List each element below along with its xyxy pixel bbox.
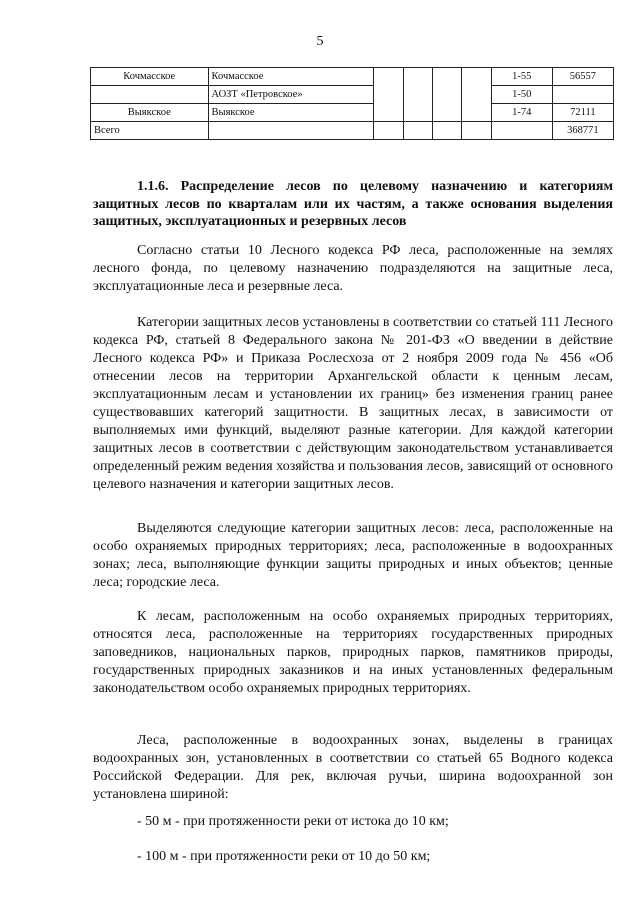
table-cell-quarters: 1-74 xyxy=(491,104,552,122)
table-cell-empty xyxy=(374,68,403,122)
table-cell-empty xyxy=(403,68,432,122)
forest-table xyxy=(90,67,614,140)
table-cell-name: АОЗТ «Петровское» xyxy=(208,86,374,104)
table-cell-area xyxy=(552,86,613,104)
paragraph: Выделяются следующие категории защитных лесов: леса, расположенные на особо охраняемых природных территориях; леса, расположенные в водоохранных зонах; леса, выполняющие функции защиты природных и иных объектов; ценные леса; городские леса. xyxy=(93,521,613,590)
table-total-value: 368771 xyxy=(552,122,613,140)
list-item: - 100 м - при протяженности реки от 10 до 50 км; xyxy=(137,849,431,864)
table-cell-quarters: 1-55 xyxy=(491,68,552,86)
table-cell-district: Кочмасское xyxy=(91,68,209,86)
table-cell-empty xyxy=(462,68,491,122)
table-cell-name: Выякское xyxy=(208,104,374,122)
table-row xyxy=(91,86,614,104)
table-total-row xyxy=(91,122,614,140)
section-heading: 1.1.6. Распределение лесов по целевому назначению и категориям защитных лесов по кварталам или их частям, а также основания выделения защитных, эксплуатационных и резервных лесов xyxy=(93,179,613,229)
paragraph: К лесам, расположенным на особо охраняемых природных территориях, относятся леса, расположенные на территориях государственных природных заповедников, национальных парков, природных парков, памятников природы, государственных природных заказников и на иных установленных федеральным законодательством особо охраняемых природных территориях. xyxy=(93,609,613,696)
table-row xyxy=(91,68,614,86)
table-cell-quarters: 1-50 xyxy=(491,86,552,104)
paragraph: Согласно статьи 10 Лесного кодекса РФ леса, расположенные на землях лесного фонда, по целевому назначению подразделяются на защитные леса, эксплуатационные леса и резервные леса. xyxy=(93,243,613,294)
page-number: 5 xyxy=(316,34,324,49)
list-item: - 50 м - при протяженности реки от истока до 10 км; xyxy=(137,814,449,829)
table-cell-area: 56557 xyxy=(552,68,613,86)
table-cell-district: Выякское xyxy=(91,104,209,122)
table-row xyxy=(91,104,614,122)
table-cell-area: 72111 xyxy=(552,104,613,122)
table-total-label: Всего xyxy=(91,122,209,140)
table-cell-empty xyxy=(432,68,461,122)
table-cell-name: Кочмасское xyxy=(208,68,374,86)
paragraph: Категории защитных лесов установлены в соответствии со статьей 111 Лесного кодекса РФ, статьей 8 Федерального закона № 201-ФЗ «О введении в действие Лесного кодекса РФ» и Приказа Рослесхоза от 2 ноября 2009 года № 456 «Об отнесении лесов на территории Архангельской области к ценным лесам, эксплуатационным лесам и установлении их границ» без изменения границ ранее существовавших категорий защитности. В защитных лесах, в зависимости от выполняемых ими функций, выделяют разные категории. Для каждой категории защитных лесов в соответствии с действующим законодательством устанавливается определенный режим ведения хозяйства и пользования лесов, зависящий от основного целевого назначения и категории защитных лесов. xyxy=(93,315,613,492)
table-cell-district xyxy=(91,86,209,104)
paragraph: Леса, расположенные в водоохранных зонах, выделены в границах водоохранных зон, установленных в соответствии со статьей 65 Водного кодекса Российской Федерации. Для рек, включая ручьи, ширина водоохранной зон установлена шириной: xyxy=(93,733,613,802)
